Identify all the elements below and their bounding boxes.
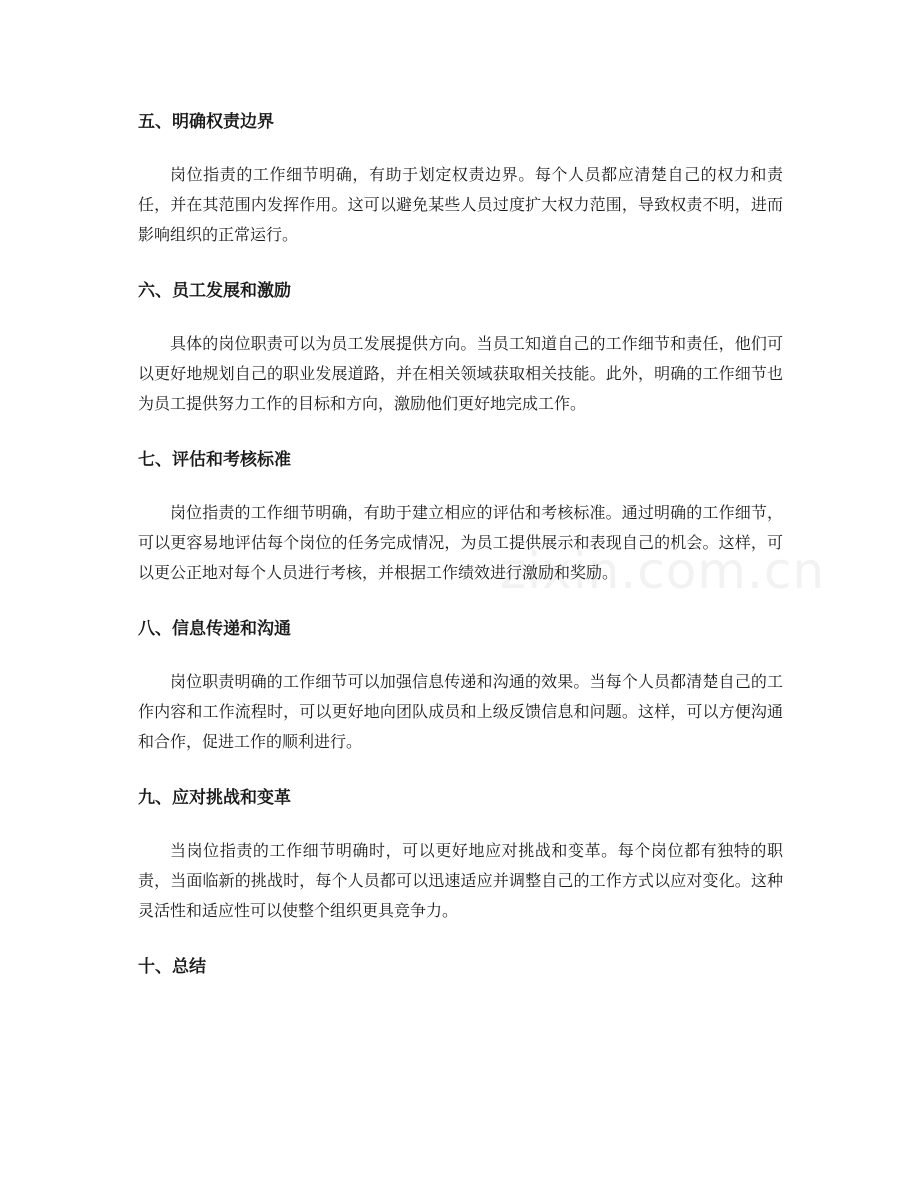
section-heading: 六、员工发展和激励 — [138, 281, 291, 301]
section-6 — [138, 275, 783, 419]
section-paragraph: 具体的岗位职责可以为员工发展提供方向。当员工知道自己的工作细节和责任，他们可以更好地规划自己的职业发展道路，并在相关领域获取相关技能。此外，明确的工作细节也为员工提供努力工作的目标和方向，激励他们更好地完成工作。 — [138, 334, 783, 413]
section-paragraph: 岗位职责明确的工作细节可以加强信息传递和沟通的效果。当每个人员都清楚自己的工作内容和工作流程时，可以更好地向团队成员和上级反馈信息和问题。这样，可以方便沟通和合作，促进工作的顺利进行。 — [138, 672, 783, 751]
section-9 — [138, 782, 783, 926]
section-10 — [138, 951, 783, 983]
section-heading: 八、信息传递和沟通 — [138, 619, 291, 639]
section-heading: 七、评估和考核标准 — [138, 450, 291, 470]
section-paragraph: 岗位指责的工作细节明确，有助于划定权责边界。每个人员都应清楚自己的权力和责任，并在其范围内发挥作用。这可以避免某些人员过度扩大权力范围，导致权责不明，进而影响组织的正常运行。 — [138, 165, 783, 244]
watermark: zixin.com.cn — [500, 542, 826, 600]
section-heading: 五、明确权责边界 — [138, 112, 274, 132]
document-content — [138, 106, 783, 1005]
section-paragraph: 当岗位指责的工作细节明确时，可以更好地应对挑战和变革。每个岗位都有独特的职责，当面临新的挑战时，每个人员都可以迅速适应并调整自己的工作方式以应对变化。这种灵活性和适应性可以使整个组织更具竞争力。 — [138, 841, 783, 920]
section-7 — [138, 444, 783, 588]
section-heading: 九、应对挑战和变革 — [138, 788, 291, 808]
section-heading: 十、总结 — [138, 957, 206, 977]
section-5 — [138, 106, 783, 250]
section-8 — [138, 613, 783, 757]
section-paragraph: 岗位指责的工作细节明确，有助于建立相应的评估和考核标准。通过明确的工作细节，可以更容易地评估每个岗位的任务完成情况，为员工提供展示和表现自己的机会。这样，可以更公正地对每个人员进行考核，并根据工作绩效进行激励和奖励。 — [138, 503, 783, 582]
